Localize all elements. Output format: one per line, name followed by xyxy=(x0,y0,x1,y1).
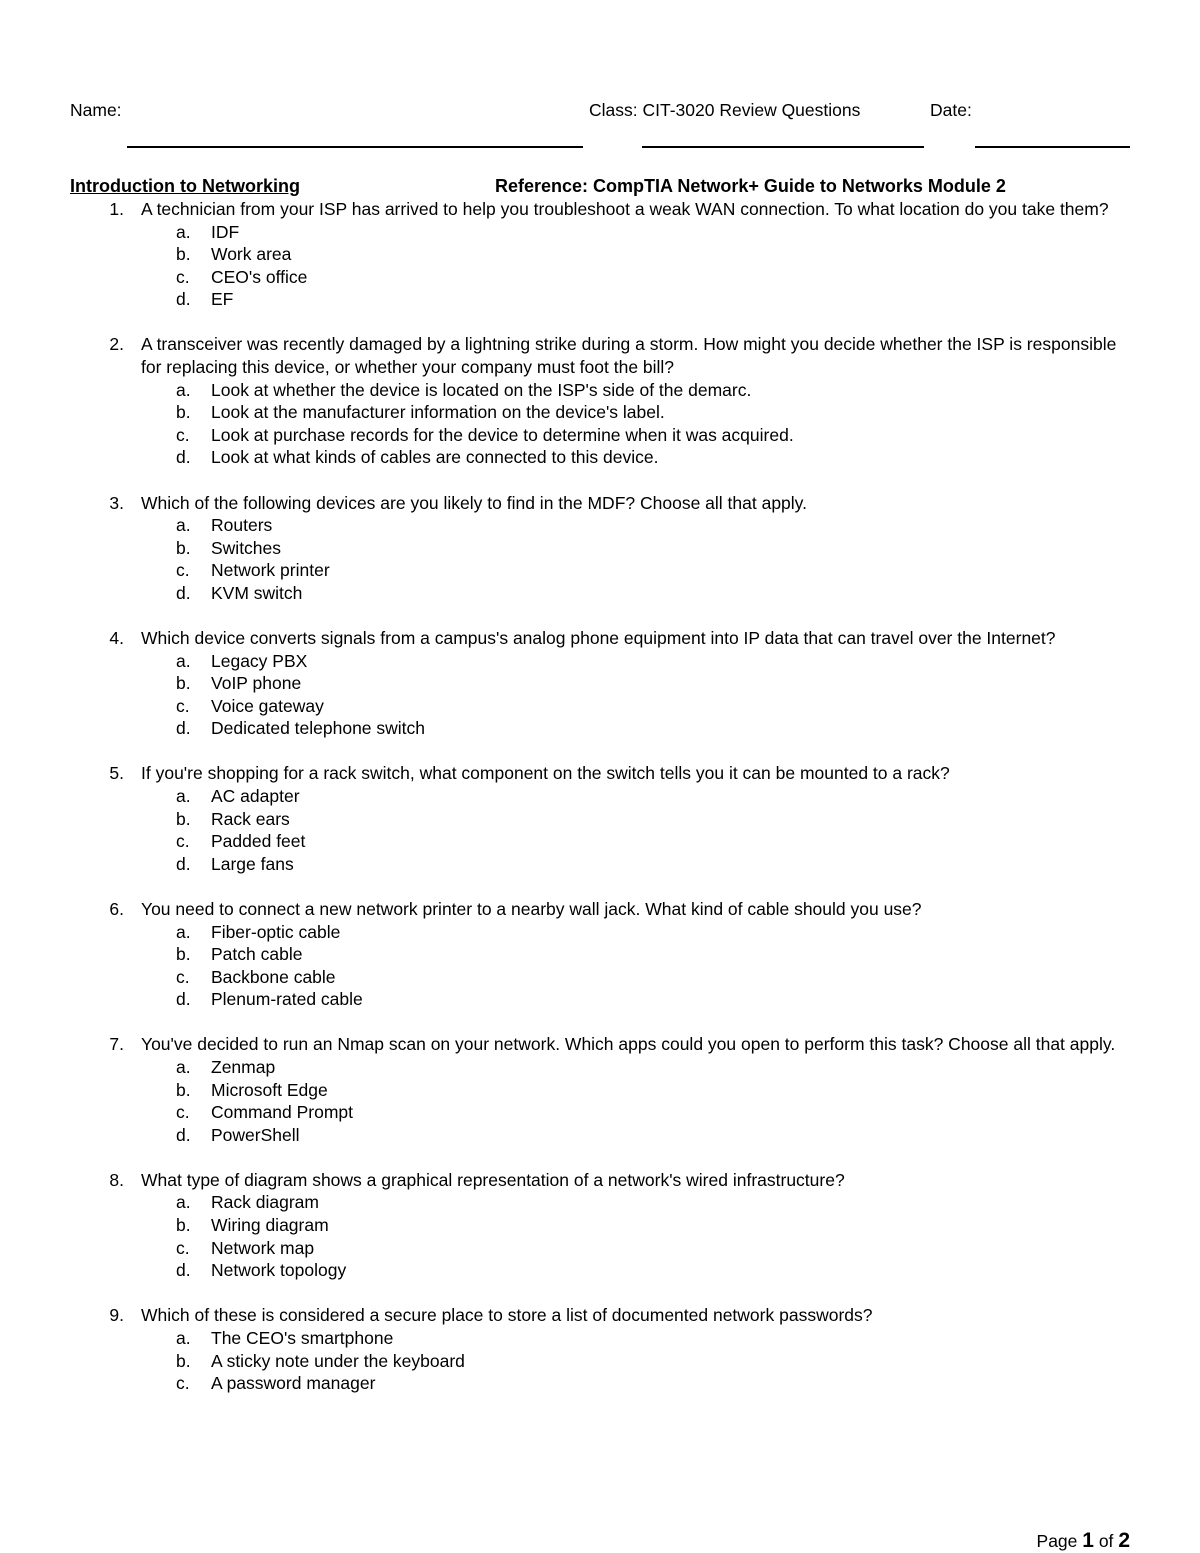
question-number: 9. xyxy=(109,1305,124,1326)
option-text: Work area xyxy=(211,244,292,265)
option-letter: d. xyxy=(176,447,191,468)
answer-option[interactable] xyxy=(0,830,1200,853)
page-label: Page xyxy=(1036,1531,1078,1551)
answer-option[interactable] xyxy=(0,808,1200,831)
answer-option[interactable] xyxy=(0,1350,1200,1373)
option-text: CEO's office xyxy=(211,266,308,287)
answer-option[interactable] xyxy=(0,853,1200,876)
answer-option[interactable] xyxy=(0,921,1200,944)
option-letter: c. xyxy=(176,695,190,716)
question-number: 5. xyxy=(109,763,124,784)
option-text: Microsoft Edge xyxy=(211,1079,328,1100)
answer-option[interactable] xyxy=(0,288,1200,311)
option-letter: d. xyxy=(176,1260,191,1281)
option-letter: b. xyxy=(176,1215,191,1236)
question-row xyxy=(0,1033,1200,1056)
option-letter: a. xyxy=(176,221,191,242)
option-text: Voice gateway xyxy=(211,695,324,716)
option-letter: d. xyxy=(176,289,191,310)
answer-option[interactable] xyxy=(0,559,1200,582)
option-letter: b. xyxy=(176,1350,191,1371)
answer-option[interactable] xyxy=(0,785,1200,808)
question-item xyxy=(0,1169,1200,1282)
option-text: AC adapter xyxy=(211,786,300,807)
option-letter: a. xyxy=(176,650,191,671)
question-text: If you're shopping for a rack switch, what component on the switch tells you it can be mounted to a rack? xyxy=(141,763,950,784)
option-text: Network printer xyxy=(211,560,330,581)
answer-option[interactable] xyxy=(0,717,1200,740)
question-row xyxy=(0,333,1200,378)
option-letter: b. xyxy=(176,402,191,423)
question-text: Which of the following devices are you likely to find in the MDF? Choose all that apply. xyxy=(141,492,807,513)
date-field-line[interactable] xyxy=(975,146,1130,148)
option-text: Dedicated telephone switch xyxy=(211,718,426,739)
option-letter: b. xyxy=(176,537,191,558)
option-text: Fiber-optic cable xyxy=(211,921,341,942)
answer-option[interactable] xyxy=(0,1056,1200,1079)
question-row xyxy=(0,492,1200,515)
question-row xyxy=(0,1169,1200,1192)
question-text: A technician from your ISP has arrived to help you troubleshoot a weak WAN connection. To what location do you take them? xyxy=(141,199,1109,219)
of-label: of xyxy=(1098,1531,1114,1551)
option-text: Padded feet xyxy=(211,831,306,852)
class-label: Class: CIT-3020 Review Questions xyxy=(589,100,861,120)
question-row xyxy=(0,198,1200,221)
question-number: 7. xyxy=(109,1034,124,1055)
question-item xyxy=(0,762,1200,875)
reference-title: Reference: CompTIA Network+ Guide to Networks Module 2 xyxy=(495,176,1006,196)
class-field-line xyxy=(642,146,924,148)
option-text: Network map xyxy=(211,1237,315,1258)
answer-option[interactable] xyxy=(0,446,1200,469)
answer-option[interactable] xyxy=(0,1079,1200,1102)
option-text: VoIP phone xyxy=(211,673,302,694)
option-text: Command Prompt xyxy=(211,1102,353,1123)
option-letter: a. xyxy=(176,1327,191,1348)
answer-option[interactable] xyxy=(0,988,1200,1011)
answer-option[interactable] xyxy=(0,243,1200,266)
question-text: Which of these is considered a secure place to store a list of documented network passwords? xyxy=(141,1305,873,1326)
question-item xyxy=(0,198,1200,311)
option-text: Wiring diagram xyxy=(211,1215,329,1236)
name-field-line[interactable] xyxy=(127,146,583,148)
option-text: Backbone cable xyxy=(211,966,336,987)
option-letter: c. xyxy=(176,1102,190,1123)
option-letter: a. xyxy=(176,786,191,807)
answer-option[interactable] xyxy=(0,379,1200,402)
answer-option[interactable] xyxy=(0,943,1200,966)
option-letter: a. xyxy=(176,921,191,942)
question-number: 4. xyxy=(109,628,124,648)
date-label: Date: xyxy=(930,100,972,120)
question-item xyxy=(0,492,1200,605)
question-item xyxy=(0,333,1200,469)
option-letter: c. xyxy=(176,1237,190,1258)
question-number: 2. xyxy=(109,334,124,355)
answer-option[interactable] xyxy=(0,650,1200,673)
answer-option[interactable] xyxy=(0,582,1200,605)
option-text: Look at the manufacturer information on the device's label. xyxy=(211,402,665,423)
answer-option[interactable] xyxy=(0,966,1200,989)
section-title: Introduction to Networking xyxy=(70,176,300,196)
answer-option[interactable] xyxy=(0,266,1200,289)
option-letter: b. xyxy=(176,808,191,829)
answer-option[interactable] xyxy=(0,1101,1200,1124)
question-number: 1. xyxy=(109,199,124,219)
answer-option[interactable] xyxy=(0,1237,1200,1260)
option-text: PowerShell xyxy=(211,1124,300,1145)
answer-option[interactable] xyxy=(0,1327,1200,1350)
page-current: 1 xyxy=(1082,1529,1094,1552)
option-text: Look at what kinds of cables are connected to this device. xyxy=(211,447,659,468)
option-letter: a. xyxy=(176,379,191,400)
page-total: 2 xyxy=(1118,1529,1130,1552)
option-text: Look at purchase records for the device to determine when it was acquired. xyxy=(211,424,794,445)
question-row xyxy=(0,762,1200,785)
question-number: 3. xyxy=(109,492,124,513)
answer-option[interactable] xyxy=(0,424,1200,447)
option-text: Plenum-rated cable xyxy=(211,989,363,1010)
question-text: You need to connect a new network printer to a nearby wall jack. What kind of cable should you use? xyxy=(141,898,922,919)
option-text: Zenmap xyxy=(211,1057,276,1077)
option-letter: d. xyxy=(176,853,191,874)
option-text: Network topology xyxy=(211,1260,347,1281)
option-letter: b. xyxy=(176,244,191,265)
answer-option[interactable] xyxy=(0,1191,1200,1214)
question-item xyxy=(0,627,1200,740)
option-letter: d. xyxy=(176,582,191,603)
option-letter: c. xyxy=(176,831,190,852)
page-footer xyxy=(1037,1529,1130,1553)
option-letter: a. xyxy=(176,515,191,536)
option-letter: d. xyxy=(176,989,191,1010)
answer-option[interactable] xyxy=(0,1124,1200,1147)
name-label: Name: xyxy=(70,100,122,120)
option-letter: b. xyxy=(176,944,191,965)
question-text: What type of diagram shows a graphical representation of a network's wired infrastructure? xyxy=(141,1169,845,1190)
option-text: EF xyxy=(211,289,234,310)
answer-option[interactable] xyxy=(0,537,1200,560)
option-letter: a. xyxy=(176,1192,191,1213)
question-row xyxy=(0,627,1200,650)
question-text: A transceiver was recently damaged by a lightning strike during a storm. How might you decide whether the ISP is responsible for replacing this device, or whether your company must foot the bill? xyxy=(141,334,1117,378)
option-letter: d. xyxy=(176,1124,191,1145)
answer-option[interactable] xyxy=(0,695,1200,718)
answer-option[interactable] xyxy=(0,1372,1200,1395)
option-text: KVM switch xyxy=(211,582,303,603)
option-text: Large fans xyxy=(211,853,294,874)
option-letter: c. xyxy=(176,560,190,581)
question-number: 8. xyxy=(109,1169,124,1190)
option-letter: c. xyxy=(176,1373,190,1394)
question-row xyxy=(0,898,1200,921)
option-text: A sticky note under the keyboard xyxy=(211,1350,465,1371)
question-list xyxy=(0,198,1200,1417)
answer-option[interactable] xyxy=(0,401,1200,424)
question-number: 6. xyxy=(109,898,124,919)
answer-option[interactable] xyxy=(0,514,1200,537)
option-letter: b. xyxy=(176,673,191,694)
option-text: IDF xyxy=(211,221,240,242)
option-letter: c. xyxy=(176,266,190,287)
question-row xyxy=(0,1304,1200,1327)
question-item xyxy=(0,1033,1200,1146)
option-letter: b. xyxy=(176,1079,191,1100)
option-text: The CEO's smartphone xyxy=(211,1327,394,1348)
question-item xyxy=(0,1304,1200,1394)
option-text: Rack diagram xyxy=(211,1192,319,1213)
answer-option[interactable] xyxy=(0,221,1200,244)
answer-option[interactable] xyxy=(0,1259,1200,1282)
option-text: Rack ears xyxy=(211,808,290,829)
option-text: Switches xyxy=(211,537,282,558)
option-text: Look at whether the device is located on the ISP's side of the demarc. xyxy=(211,379,752,400)
answer-option[interactable] xyxy=(0,672,1200,695)
option-text: Routers xyxy=(211,515,273,536)
option-text: Patch cable xyxy=(211,944,303,965)
option-text: Legacy PBX xyxy=(211,650,308,671)
question-text: You've decided to run an Nmap scan on your network. Which apps could you open to perform this task? Choose all that apply. xyxy=(141,1034,1116,1055)
option-letter: c. xyxy=(176,966,190,987)
option-letter: c. xyxy=(176,424,190,445)
question-text: Which device converts signals from a campus's analog phone equipment into IP data that can travel over the Internet? xyxy=(141,628,1056,648)
option-letter: a. xyxy=(176,1057,191,1077)
option-letter: d. xyxy=(176,718,191,739)
answer-option[interactable] xyxy=(0,1214,1200,1237)
question-item xyxy=(0,898,1200,1011)
option-text: A password manager xyxy=(211,1373,376,1394)
